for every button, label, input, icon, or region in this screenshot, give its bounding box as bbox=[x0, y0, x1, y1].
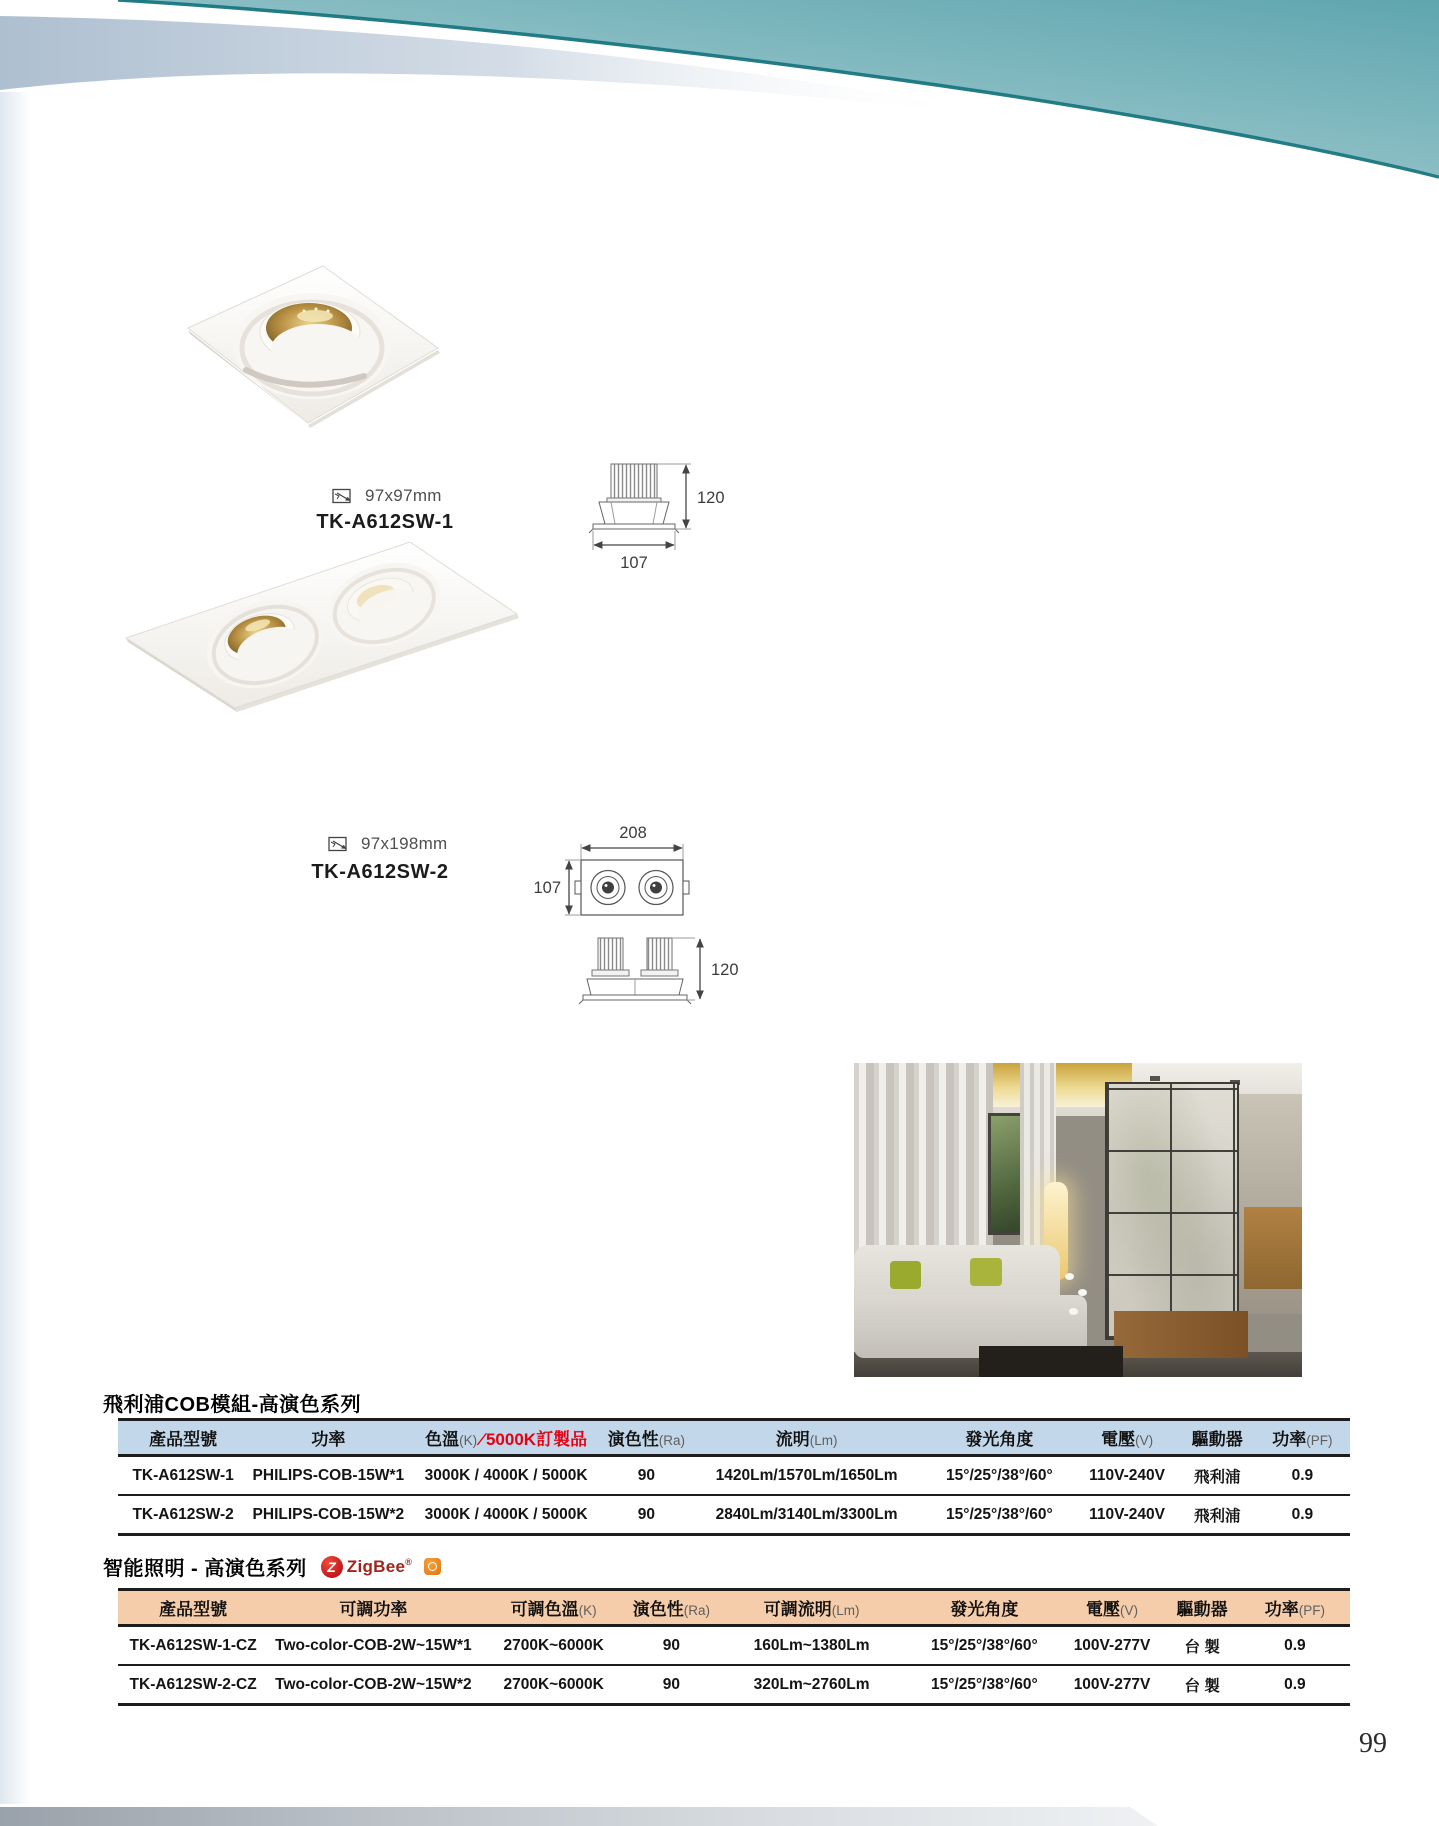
dim-label-width-1: 107 bbox=[620, 554, 648, 572]
dim-label-length-2: 208 bbox=[619, 824, 647, 842]
spec-cell: 100V-277V bbox=[1059, 1626, 1164, 1666]
product2-cutout-caption bbox=[328, 834, 448, 854]
spec-cell: 2700K~6000K bbox=[479, 1626, 629, 1666]
spec-cell: 台 製 bbox=[1165, 1665, 1240, 1705]
spec-cell: 2700K~6000K bbox=[479, 1665, 629, 1705]
product1-dimension-drawing bbox=[553, 438, 738, 573]
spec-cell: 15°/25°/38°/60° bbox=[909, 1665, 1059, 1705]
col-header-pf: 功率(PF) bbox=[1255, 1420, 1350, 1456]
table-row bbox=[118, 1456, 1350, 1496]
spec-cell: 15°/25°/38°/60° bbox=[924, 1456, 1074, 1496]
spec-cell: 160Lm~1380Lm bbox=[714, 1626, 909, 1666]
photo-orchid bbox=[1078, 1289, 1087, 1296]
photo-cushion bbox=[970, 1258, 1001, 1286]
spec-cell: 3000K / 4000K / 5000K bbox=[408, 1456, 603, 1496]
cutout-icon bbox=[332, 488, 356, 505]
header-swoosh-art bbox=[0, 0, 1439, 240]
col-header-voltage: 電壓(V) bbox=[1075, 1420, 1180, 1456]
product2-sideview-drawing bbox=[523, 932, 773, 1012]
spec-cell: 90 bbox=[629, 1626, 714, 1666]
smart-section-title-text: 智能照明 - 高演色系列 bbox=[103, 1558, 307, 1580]
zigbee-logo-text: ZigBee® bbox=[346, 1556, 413, 1576]
spec-cell: TK-A612SW-1-CZ bbox=[118, 1626, 268, 1666]
photo-coffee-table bbox=[979, 1346, 1122, 1377]
spec-cell: 0.9 bbox=[1240, 1665, 1350, 1705]
product2-cutout-size: 97x198mm bbox=[361, 834, 448, 853]
page-number: 99 bbox=[1359, 1728, 1387, 1759]
col-header-angle: 發光角度 bbox=[909, 1590, 1059, 1626]
col-header-power: 可調功率 bbox=[268, 1590, 478, 1626]
table-header-row bbox=[118, 1590, 1350, 1626]
spec-cell: 90 bbox=[604, 1495, 689, 1535]
col-header-driver: 驅動器 bbox=[1165, 1590, 1240, 1626]
product1-cutout-size: 97x97mm bbox=[365, 486, 442, 505]
spec-cell: 3000K / 4000K / 5000K bbox=[408, 1495, 603, 1535]
spec-cell: 110V-240V bbox=[1075, 1495, 1180, 1535]
spec-cell: 1420Lm/1570Lm/1650Lm bbox=[689, 1456, 924, 1496]
certification-icon bbox=[424, 1558, 441, 1575]
product-photo-single-downlight bbox=[176, 256, 446, 431]
smart-spec-table bbox=[118, 1588, 1350, 1706]
col-header-voltage: 電壓(V) bbox=[1059, 1590, 1164, 1626]
smart-section-title bbox=[103, 1552, 441, 1581]
dim-label-height-1: 120 bbox=[697, 489, 725, 507]
spec-cell: 0.9 bbox=[1240, 1626, 1350, 1666]
photo-orchid bbox=[1065, 1273, 1074, 1280]
table-row bbox=[118, 1665, 1350, 1705]
spec-cell: TK-A612SW-1 bbox=[118, 1456, 248, 1496]
spec-cell: 90 bbox=[604, 1456, 689, 1496]
philips-spec-table bbox=[118, 1418, 1350, 1536]
photo-downlight bbox=[1150, 1076, 1160, 1081]
dim-label-width-2: 107 bbox=[533, 879, 561, 897]
table-row bbox=[118, 1495, 1350, 1535]
spec-cell: 飛利浦 bbox=[1180, 1456, 1255, 1496]
cutout-icon bbox=[328, 836, 352, 853]
zigbee-logo bbox=[321, 1556, 412, 1578]
photo-cabinet bbox=[1244, 1207, 1302, 1289]
product2-code: TK-A612SW-2 bbox=[311, 861, 449, 883]
col-header-model: 產品型號 bbox=[118, 1420, 248, 1456]
spec-cell: 飛利浦 bbox=[1180, 1495, 1255, 1535]
col-header-model: 產品型號 bbox=[118, 1590, 268, 1626]
zigbee-logo-icon: Z bbox=[321, 1556, 343, 1578]
spec-cell: 台 製 bbox=[1165, 1626, 1240, 1666]
spec-cell: 0.9 bbox=[1255, 1495, 1350, 1535]
table-header-row bbox=[118, 1420, 1350, 1456]
col-header-cri: 演色性(Ra) bbox=[629, 1590, 714, 1626]
product1-code: TK-A612SW-1 bbox=[316, 511, 454, 533]
col-header-angle: 發光角度 bbox=[924, 1420, 1074, 1456]
spec-cell: Two-color-COB-2W~15W*2 bbox=[268, 1665, 478, 1705]
spec-cell: TK-A612SW-2 bbox=[118, 1495, 248, 1535]
product1-cutout-caption bbox=[332, 486, 442, 506]
col-header-lumen: 可調流明(Lm) bbox=[714, 1590, 909, 1626]
col-header-cct: 色溫(K) ∕ 5000K訂製品 bbox=[408, 1420, 603, 1456]
col-header-cct: 可調色溫(K) bbox=[479, 1590, 629, 1626]
col-header-cri: 演色性(Ra) bbox=[604, 1420, 689, 1456]
spec-cell: 320Lm~2760Lm bbox=[714, 1665, 909, 1705]
col-header-lumen: 流明(Lm) bbox=[689, 1420, 924, 1456]
col-header-power: 功率 bbox=[248, 1420, 408, 1456]
spec-cell: 15°/25°/38°/60° bbox=[924, 1495, 1074, 1535]
spec-cell: 0.9 bbox=[1255, 1456, 1350, 1496]
product2-topview-drawing bbox=[523, 820, 773, 940]
photo-orchid bbox=[1069, 1308, 1078, 1315]
left-margin-strip bbox=[0, 92, 30, 1804]
spec-cell: 90 bbox=[629, 1665, 714, 1705]
philips-section-title: 飛利浦COB模組-高演色系列 bbox=[103, 1394, 362, 1416]
spec-cell: 2840Lm/3140Lm/3300Lm bbox=[689, 1495, 924, 1535]
dim-label-height-2: 120 bbox=[711, 961, 739, 979]
col-header-pf: 功率(PF) bbox=[1240, 1590, 1350, 1626]
table-row bbox=[118, 1626, 1350, 1666]
product-photo-double-downlight bbox=[120, 536, 520, 716]
photo-cushion bbox=[890, 1261, 921, 1289]
spec-cell: PHILIPS-COB-15W*2 bbox=[248, 1495, 408, 1535]
spec-cell: Two-color-COB-2W~15W*1 bbox=[268, 1626, 478, 1666]
spec-cell: 100V-277V bbox=[1059, 1665, 1164, 1705]
spec-cell: TK-A612SW-2-CZ bbox=[118, 1665, 268, 1705]
photo-shoji-screen bbox=[1105, 1082, 1239, 1340]
spec-cell: 15°/25°/38°/60° bbox=[909, 1626, 1059, 1666]
col-header-driver: 驅動器 bbox=[1180, 1420, 1255, 1456]
footer-bar bbox=[0, 1807, 1158, 1826]
spec-cell: PHILIPS-COB-15W*1 bbox=[248, 1456, 408, 1496]
photo-wood-floor bbox=[1114, 1311, 1248, 1358]
spec-cell: 110V-240V bbox=[1075, 1456, 1180, 1496]
room-photo bbox=[854, 1063, 1302, 1377]
